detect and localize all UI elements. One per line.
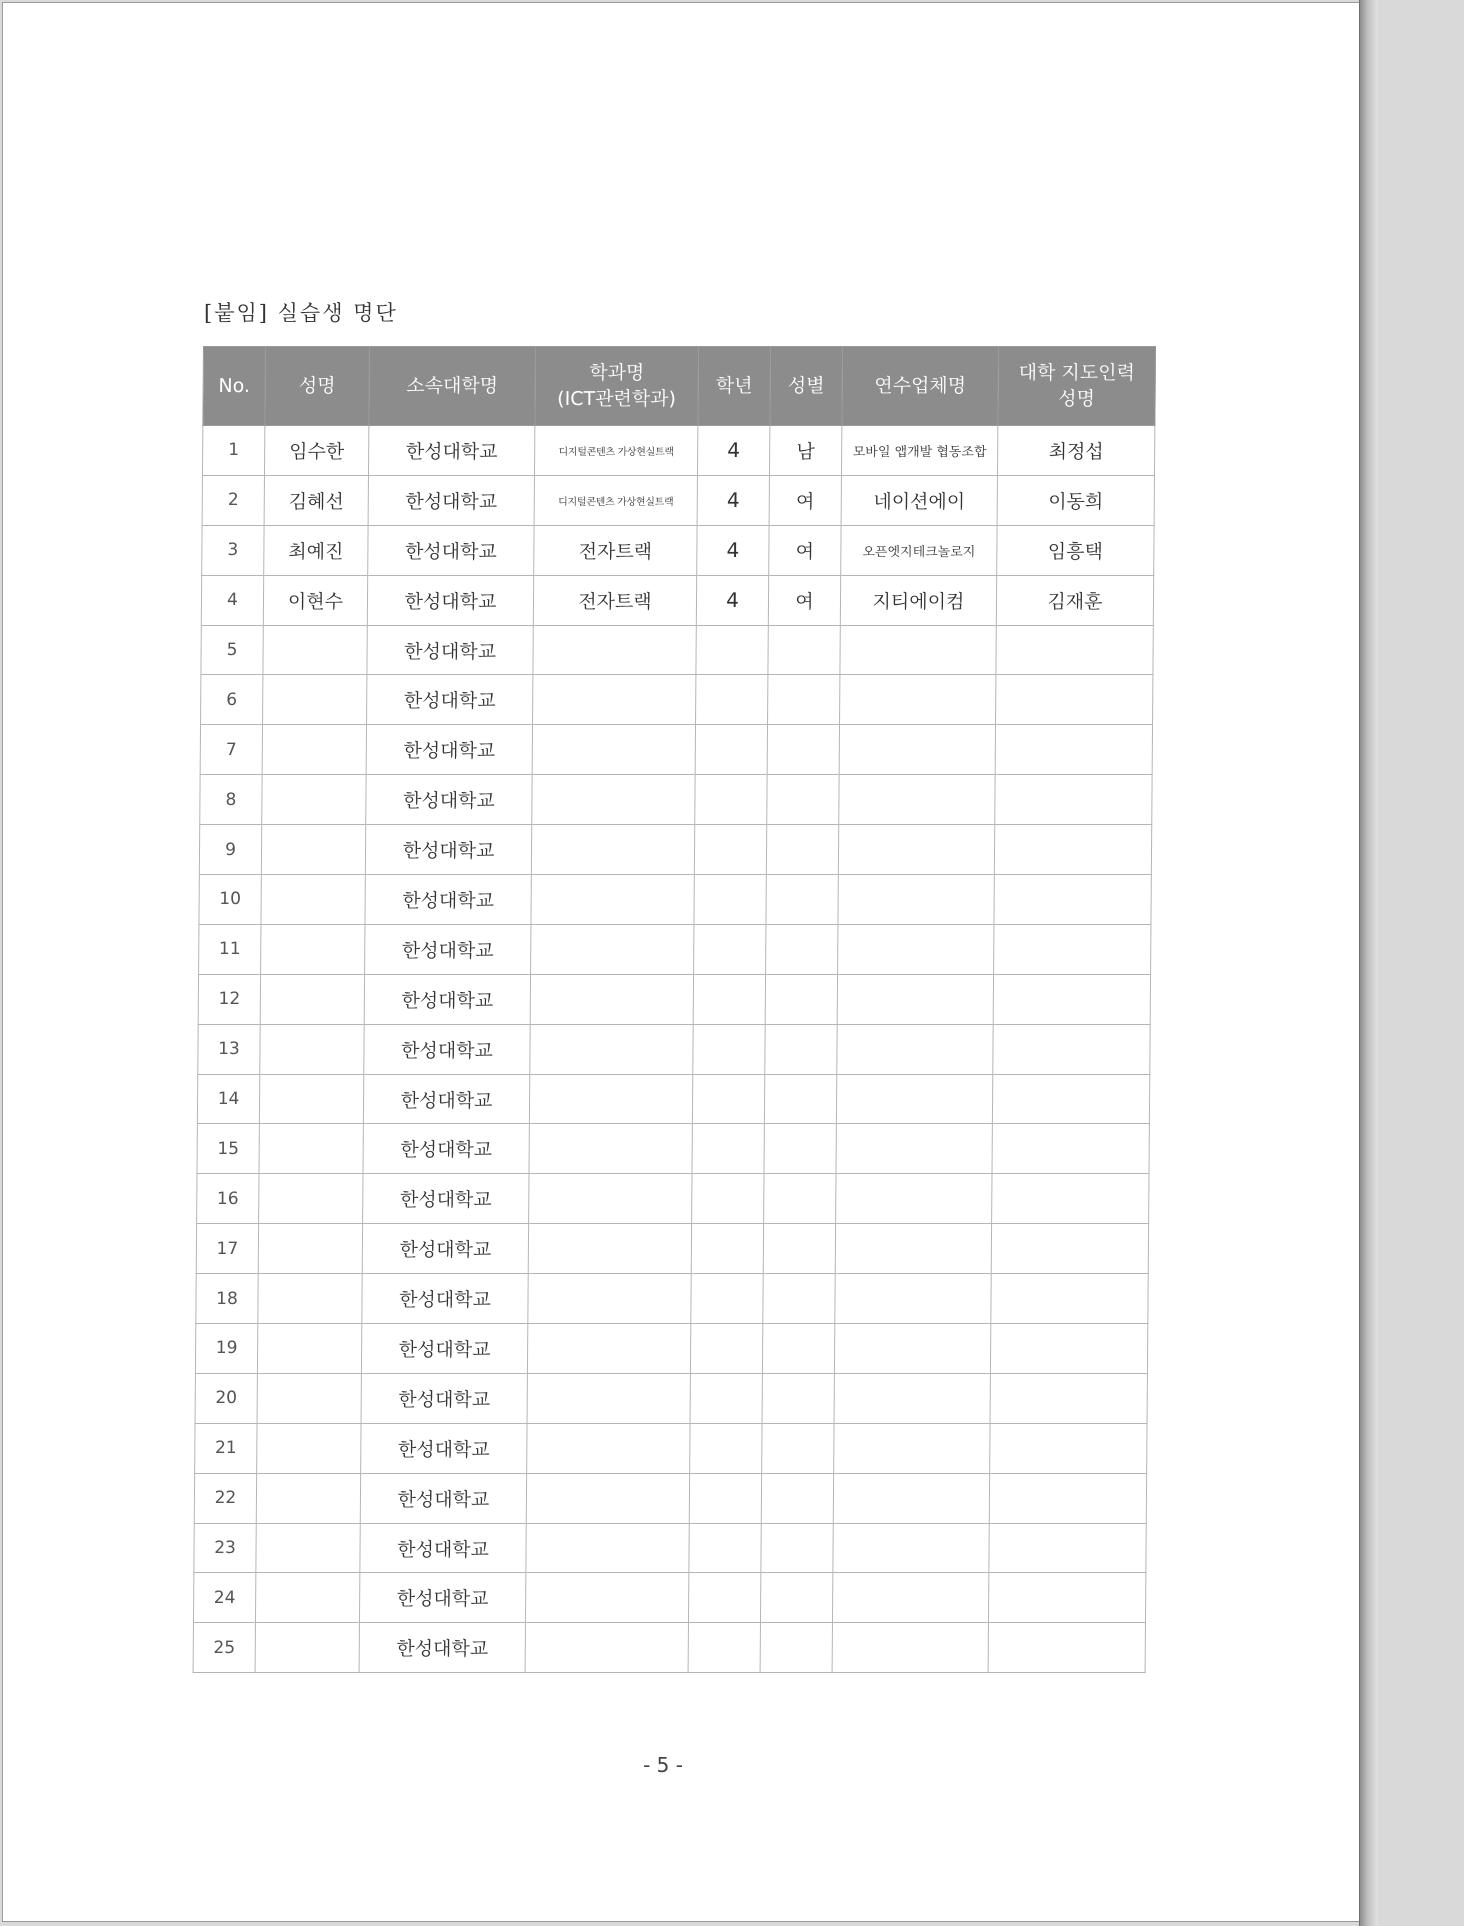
table-row (198, 1024, 1150, 1074)
cell-name (259, 1074, 363, 1124)
attachment-caption: [붙임] 실습생 명단 (204, 301, 398, 325)
cell-name (262, 775, 366, 825)
table-body (193, 426, 1155, 1673)
cell-company (834, 1324, 990, 1374)
cell-gender (760, 1623, 832, 1673)
cell-department (533, 625, 696, 675)
cell-department: 전자트랙 (533, 575, 696, 625)
table-row (199, 875, 1151, 925)
cell-advisor (996, 625, 1153, 675)
cell-gender (763, 1224, 835, 1274)
cell-advisor (994, 875, 1151, 925)
cell-name (256, 1473, 360, 1523)
cell-university: 한성대학교 (363, 1124, 529, 1174)
table-row (193, 1573, 1145, 1623)
cell-department: 전자트랙 (534, 525, 697, 575)
cell-no: 1 (202, 426, 264, 476)
cell-department (531, 875, 694, 925)
cell-year (690, 1373, 762, 1423)
table-row (195, 1373, 1147, 1423)
cell-gender (764, 1174, 836, 1224)
cell-no: 4 (201, 575, 263, 625)
cell-gender: 여 (769, 475, 841, 525)
cell-university: 한성대학교 (364, 974, 530, 1024)
cell-name (257, 1324, 361, 1374)
header-company: 연수업체명 (842, 347, 999, 426)
cell-year (696, 625, 768, 675)
cell-company: 오픈엣지테크놀로지 (841, 525, 997, 575)
cell-company (840, 675, 996, 725)
table-row (202, 525, 1154, 575)
cell-gender (762, 1324, 834, 1374)
cell-university: 한성대학교 (364, 1024, 530, 1074)
cell-year (695, 775, 767, 825)
cell-name (263, 625, 367, 675)
table-row (200, 725, 1152, 775)
cell-year (692, 1074, 764, 1124)
cell-department (532, 725, 695, 775)
table-row (198, 974, 1150, 1024)
cell-gender: 여 (769, 525, 841, 575)
cell-no: 17 (196, 1224, 258, 1274)
cell-university: 한성대학교 (368, 426, 534, 476)
cell-year (690, 1423, 762, 1473)
table-header-row (203, 347, 1156, 426)
cell-department (530, 1024, 693, 1074)
cell-name (261, 924, 365, 974)
cell-advisor: 최정섭 (997, 426, 1154, 476)
cell-department (531, 825, 694, 875)
cell-name: 임수한 (264, 426, 368, 476)
cell-advisor (995, 775, 1152, 825)
cell-university: 한성대학교 (359, 1623, 525, 1673)
cell-company (833, 1523, 989, 1573)
cell-name: 최예진 (264, 525, 368, 575)
cell-no: 5 (201, 625, 263, 675)
cell-name (262, 725, 366, 775)
cell-company (836, 1174, 992, 1224)
table-row (196, 1224, 1148, 1274)
cell-name (259, 1124, 363, 1174)
table-row (194, 1523, 1146, 1573)
cell-company (838, 875, 994, 925)
cell-advisor (990, 1423, 1147, 1473)
cell-advisor (992, 1174, 1149, 1224)
cell-advisor (994, 924, 1151, 974)
cell-year (693, 1024, 765, 1074)
cell-company (838, 825, 994, 875)
cell-company (839, 725, 995, 775)
cell-company: 네이션에이 (841, 475, 997, 525)
cell-department (527, 1324, 690, 1374)
table-row (197, 1124, 1149, 1174)
cell-gender (762, 1373, 834, 1423)
cell-year (694, 825, 766, 875)
cell-university: 한성대학교 (365, 924, 531, 974)
cell-no: 12 (198, 974, 260, 1024)
cell-gender (768, 625, 840, 675)
cell-year (688, 1573, 760, 1623)
cell-no: 3 (202, 525, 264, 575)
cell-name (257, 1423, 361, 1473)
cell-university: 한성대학교 (365, 825, 531, 875)
cell-year: 4 (697, 475, 769, 525)
cell-no: 19 (195, 1324, 257, 1374)
cell-name (258, 1224, 362, 1274)
cell-name (261, 825, 365, 875)
cell-advisor: 이동희 (997, 475, 1154, 525)
cell-no: 9 (199, 825, 261, 875)
cell-year (696, 675, 768, 725)
cell-year (690, 1324, 762, 1374)
cell-company: 지티에이컴 (840, 575, 996, 625)
cell-advisor (992, 1124, 1149, 1174)
page-edge-shadow (1359, 0, 1378, 1926)
cell-advisor (993, 1024, 1150, 1074)
header-no: No. (203, 347, 266, 426)
cell-no: 21 (195, 1423, 257, 1473)
cell-university: 한성대학교 (362, 1274, 528, 1324)
cell-year (692, 1174, 764, 1224)
cell-no: 10 (199, 875, 261, 925)
table-row (202, 426, 1154, 476)
header-university: 소속대학명 (369, 347, 536, 426)
document-page (2, 2, 1360, 1922)
cell-department (531, 924, 694, 974)
cell-advisor (996, 675, 1153, 725)
cell-company (834, 1373, 990, 1423)
cell-no: 6 (201, 675, 263, 725)
cell-advisor (989, 1523, 1146, 1573)
cell-department (529, 1074, 692, 1124)
cell-university: 한성대학교 (360, 1473, 526, 1523)
cell-year (691, 1274, 763, 1324)
cell-company (835, 1274, 991, 1324)
cell-university: 한성대학교 (368, 475, 534, 525)
cell-department: 디지털콘텐츠 가상현실트랙 (534, 426, 697, 476)
cell-no: 2 (202, 475, 264, 525)
cell-gender (766, 825, 838, 875)
table-row (200, 775, 1152, 825)
cell-advisor (989, 1473, 1146, 1523)
cell-year: 4 (697, 426, 769, 476)
cell-name (260, 974, 364, 1024)
cell-advisor: 김재훈 (996, 575, 1153, 625)
cell-university: 한성대학교 (363, 1174, 529, 1224)
header-advisor-line1: 대학 지도인력 (1018, 362, 1135, 384)
cell-year (694, 924, 766, 974)
cell-advisor (990, 1373, 1147, 1423)
cell-company (832, 1623, 988, 1673)
cell-company (837, 974, 993, 1024)
table-row (197, 1174, 1149, 1224)
cell-no: 23 (194, 1523, 256, 1573)
cell-department: 디지털콘텐츠 가상현실트랙 (534, 475, 697, 525)
cell-name (258, 1274, 362, 1324)
cell-gender (766, 875, 838, 925)
cell-year: 4 (697, 525, 769, 575)
cell-company: 모바일 앱개발 협동조합 (841, 426, 997, 476)
cell-gender (765, 1024, 837, 1074)
cell-department (528, 1224, 691, 1274)
cell-year (695, 725, 767, 775)
cell-gender (760, 1573, 832, 1623)
table-row (195, 1423, 1147, 1473)
cell-year (691, 1224, 763, 1274)
cell-company (833, 1473, 989, 1523)
cell-university: 한성대학교 (359, 1573, 525, 1623)
cell-name (263, 675, 367, 725)
cell-year: 4 (696, 575, 768, 625)
cell-university: 한성대학교 (361, 1324, 527, 1374)
cell-advisor: 임흥택 (997, 525, 1154, 575)
cell-name (255, 1623, 359, 1673)
cell-university: 한성대학교 (361, 1423, 527, 1473)
cell-advisor (991, 1224, 1148, 1274)
cell-no: 15 (197, 1124, 259, 1174)
cell-company (835, 1224, 991, 1274)
cell-name (260, 1024, 364, 1074)
cell-department (533, 675, 696, 725)
cell-department (526, 1523, 689, 1573)
cell-university: 한성대학교 (366, 725, 532, 775)
cell-department (528, 1274, 691, 1324)
table-row (199, 825, 1151, 875)
cell-name (255, 1573, 359, 1623)
header-department-line2: (ICT관련학과) (557, 388, 677, 410)
cell-year (689, 1473, 761, 1523)
table-row (197, 1074, 1149, 1124)
cell-company (836, 1074, 992, 1124)
student-roster-table (193, 346, 1156, 1673)
cell-gender (767, 775, 839, 825)
cell-university: 한성대학교 (368, 525, 534, 575)
cell-company (836, 1124, 992, 1174)
cell-year (689, 1523, 761, 1573)
table-row (201, 675, 1153, 725)
cell-gender (764, 1074, 836, 1124)
table-row (194, 1473, 1146, 1523)
cell-advisor (988, 1573, 1145, 1623)
cell-department (529, 1124, 692, 1174)
cell-advisor (993, 974, 1150, 1024)
cell-university: 한성대학교 (361, 1373, 527, 1423)
cell-no: 20 (195, 1373, 257, 1423)
cell-company (839, 775, 995, 825)
cell-name (259, 1174, 363, 1224)
cell-department (530, 974, 693, 1024)
header-year: 학년 (698, 347, 771, 426)
cell-advisor (991, 1274, 1148, 1324)
cell-company (840, 625, 996, 675)
cell-university: 한성대학교 (365, 875, 531, 925)
cell-year (694, 875, 766, 925)
cell-name (261, 875, 365, 925)
page-number: - 5 - (643, 1753, 683, 1777)
cell-no: 14 (197, 1074, 259, 1124)
cell-department (527, 1373, 690, 1423)
cell-department (532, 775, 695, 825)
cell-company (832, 1573, 988, 1623)
table-row (201, 575, 1153, 625)
cell-no: 7 (200, 725, 262, 775)
cell-no: 25 (193, 1623, 255, 1673)
cell-gender (761, 1523, 833, 1573)
cell-university: 한성대학교 (362, 1224, 528, 1274)
cell-university: 한성대학교 (363, 1074, 529, 1124)
cell-gender (768, 675, 840, 725)
cell-university: 한성대학교 (367, 675, 533, 725)
header-department (535, 347, 699, 426)
cell-no: 11 (199, 924, 261, 974)
cell-company (834, 1423, 990, 1473)
cell-gender (762, 1423, 834, 1473)
cell-no: 16 (197, 1174, 259, 1224)
cell-company (838, 924, 994, 974)
cell-gender: 남 (769, 426, 841, 476)
cell-no: 18 (196, 1274, 258, 1324)
header-department-line1: 학과명 (589, 362, 645, 384)
cell-department (527, 1423, 690, 1473)
cell-department (526, 1473, 689, 1523)
cell-gender (765, 974, 837, 1024)
cell-department (529, 1174, 692, 1224)
cell-company (837, 1024, 993, 1074)
table-row (202, 475, 1154, 525)
table-row (195, 1324, 1147, 1374)
cell-advisor (988, 1623, 1145, 1673)
cell-department (525, 1573, 688, 1623)
cell-advisor (994, 825, 1151, 875)
cell-no: 8 (200, 775, 262, 825)
header-advisor (998, 347, 1156, 426)
cell-advisor (995, 725, 1152, 775)
cell-gender (764, 1124, 836, 1174)
cell-university: 한성대학교 (366, 775, 532, 825)
cell-year (692, 1124, 764, 1174)
cell-advisor (990, 1324, 1147, 1374)
cell-no: 24 (193, 1573, 255, 1623)
cell-name: 이현수 (263, 575, 367, 625)
table-row (196, 1274, 1148, 1324)
cell-gender (763, 1274, 835, 1324)
cell-year (688, 1623, 760, 1673)
header-advisor-line2: 성명 (1058, 388, 1096, 410)
cell-university: 한성대학교 (360, 1523, 526, 1573)
table-row (201, 625, 1153, 675)
cell-department (525, 1623, 688, 1673)
cell-gender (767, 725, 839, 775)
header-name: 성명 (265, 347, 370, 426)
cell-gender: 여 (768, 575, 840, 625)
cell-no: 13 (198, 1024, 260, 1074)
header-gender: 성별 (770, 347, 843, 426)
cell-university: 한성대학교 (367, 575, 533, 625)
cell-university: 한성대학교 (367, 625, 533, 675)
cell-name (256, 1523, 360, 1573)
table-row (199, 924, 1151, 974)
cell-year (693, 974, 765, 1024)
cell-no: 22 (194, 1473, 256, 1523)
cell-gender (766, 924, 838, 974)
cell-name: 김혜선 (264, 475, 368, 525)
cell-gender (761, 1473, 833, 1523)
cell-name (257, 1373, 361, 1423)
cell-advisor (992, 1074, 1149, 1124)
table-row (193, 1623, 1145, 1673)
